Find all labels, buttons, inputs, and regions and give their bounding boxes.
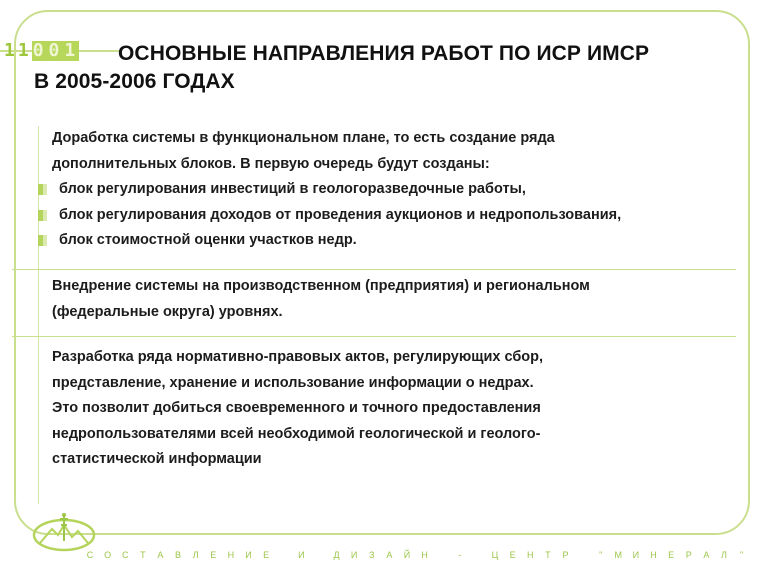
footer-credit: С О С Т А В Л Е Н И Е И Д И З А Й Н - Ц Е Н Т Р " М И Н Е Р А Л " [86, 550, 744, 560]
code-digit: 1 [17, 40, 32, 61]
list-item-text: блок регулирования инвестиций в геологоразведочные работы, [59, 181, 526, 197]
section-text-line: Это позволит добиться своевременного и точного предоставления [52, 400, 541, 416]
list-item-text: блок регулирования доходов от проведения аукционов и недропользования, [59, 206, 622, 223]
section-functional-development [52, 126, 732, 254]
code-digit: 0 [32, 40, 47, 61]
list-item [38, 228, 732, 254]
page-title [34, 40, 734, 96]
section-divider [12, 269, 736, 270]
list-item [38, 177, 732, 203]
list-item [38, 203, 732, 229]
section-text-line: статистической информации [52, 451, 262, 467]
section-text-line: представление, хранение и использование информации о недрах. [52, 374, 534, 391]
section-text-line: недропользователями всей необходимой геологической и геолого- [52, 425, 541, 442]
section-text-line: дополнительных блоков. В первую очередь будут созданы: [52, 155, 490, 172]
title-line-1: ОСНОВНЫЕ НАПРАВЛЕНИЯ РАБОТ ПО ИСР ИМСР [118, 42, 650, 65]
code-digit: 1 [4, 40, 18, 61]
section-divider [12, 336, 736, 337]
section-text-line: (федеральные округа) уровнях. [52, 303, 283, 320]
bullet-square-icon [38, 184, 47, 195]
section-text-line: Разработка ряда нормативно-правовых актов, регулирующих сбор, [52, 349, 544, 365]
title-line-2: В 2005-2006 ГОДАХ [34, 70, 235, 93]
section-text-line: Внедрение системы на производственном (предприятия) и региональном [52, 278, 590, 294]
code-digit: 0 [48, 40, 63, 61]
bullet-square-icon [38, 210, 47, 221]
section-system-deployment [52, 274, 732, 325]
list-item-text: блок стоимостной оценки участков недр. [59, 232, 357, 248]
code-digit: 1 [64, 40, 79, 61]
section-legal-acts [52, 345, 732, 473]
bullet-square-icon [38, 235, 47, 246]
section-text-line: Доработка системы в функциональном плане, то есть создание ряда [52, 130, 555, 146]
